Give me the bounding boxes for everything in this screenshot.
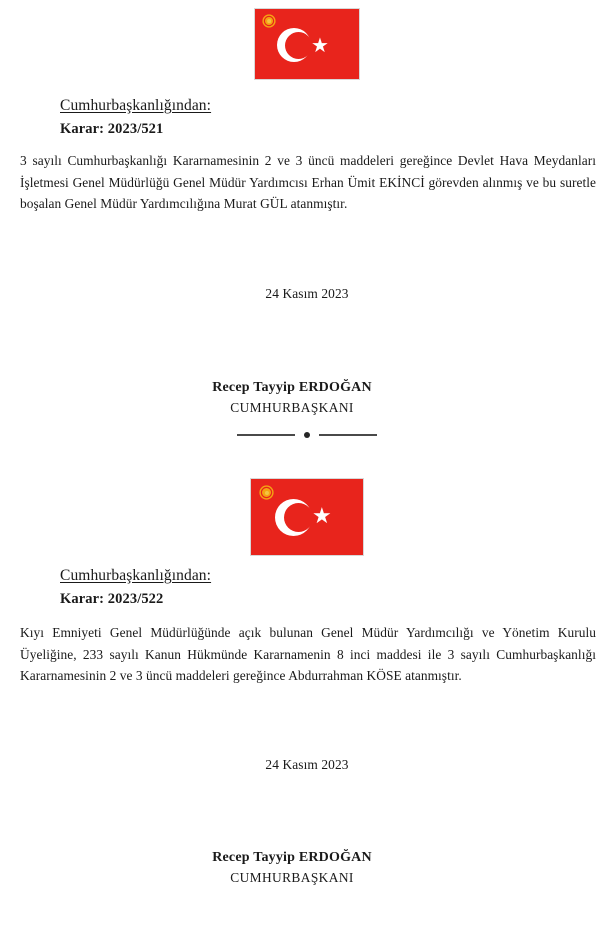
section-separator [0, 432, 614, 438]
decision-number-2: Karar: 2023/522 [60, 590, 164, 607]
crescent-cutout [285, 32, 312, 59]
turkish-presidential-flag-icon [250, 478, 364, 556]
decision-number-1: Karar: 2023/521 [60, 120, 164, 137]
separator-line-right [319, 434, 377, 436]
separator-line-left [237, 434, 295, 436]
decree-date-2: 24 Kasım 2023 [265, 757, 349, 772]
issuer-label-2: Cumhurbaşkanlığından: [60, 567, 212, 584]
signatory-title-2: CUMHURBAŞKANI [230, 870, 354, 885]
turkish-presidential-flag-icon [254, 8, 360, 80]
separator-dot [304, 432, 310, 438]
star-icon: ★ [312, 504, 332, 529]
signatory-name-2: Recep Tayyip ERDOĞAN [212, 850, 372, 865]
sun-emblem-icon [265, 17, 273, 25]
signatory-name-1: Recep Tayyip ERDOĞAN [212, 380, 372, 395]
signatory-title-1: CUMHURBAŞKANI [230, 400, 354, 415]
decree-heading-2 [0, 566, 614, 608]
crescent-cutout [284, 503, 314, 533]
decree-heading-1 [0, 96, 614, 138]
decree-date-1: 24 Kasım 2023 [265, 286, 349, 301]
signature-block-2 [0, 850, 614, 886]
signature-block-1 [0, 380, 614, 416]
decree-body-1: 3 sayılı Cumhurbaşkanlığı Kararnamesinin 2 ve 3 üncü maddeleri gereğince Devlet Hava Meydanları İşletmesi Genel Müdürlüğü Genel Müdür Yardımcısı Erhan Ümit EKİNCİ görevden alınmış ve bu suretle boşalan Genel Müdür Yardımcılığına Murat GÜL atanmıştır. [20, 153, 596, 212]
flag-container-1 [0, 8, 614, 80]
decree-body-2: Kıyı Emniyeti Genel Müdürlüğünde açık bulunan Genel Müdür Yardımcılığı ve Yönetim Kurulu Üyeliğine, 233 sayılı Kanun Hükmünde Kararnamenin 8 inci maddesi ile 3 sayılı Cumhurbaşkanlığı Kararnamesinin 2 ve 3 üncü maddeleri gereğince Abdurrahman KÖSE atanmıştır. [20, 625, 596, 684]
sun-emblem-icon [262, 488, 271, 497]
star-icon: ★ [311, 33, 329, 57]
flag-container-2 [0, 478, 614, 556]
issuer-label-1: Cumhurbaşkanlığından: [60, 97, 212, 114]
